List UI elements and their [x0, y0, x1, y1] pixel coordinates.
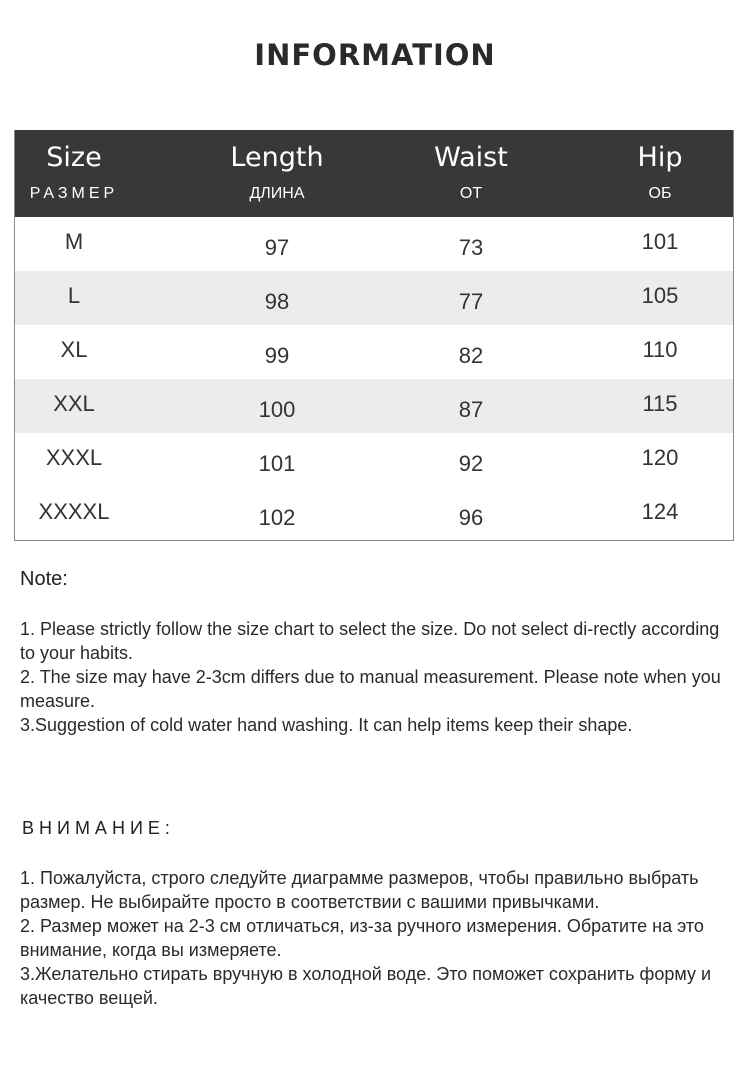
header-length [195, 130, 359, 217]
cell-length: 100 [258, 397, 296, 422]
cell-waist: 87 [458, 397, 484, 422]
cell-hip: 110 [642, 337, 678, 362]
header-size-en: Size [46, 142, 102, 173]
cell-size: L [67, 283, 81, 308]
cell-hip: 120 [641, 445, 679, 470]
header-hip-ru: ОБ [648, 185, 672, 202]
cell-waist: 73 [458, 235, 484, 260]
note-list [20, 617, 732, 737]
note-item: 1. Please strictly follow the size chart to select the size. Do not select di-rectly according to your habits. [20, 619, 720, 663]
note-ru-heading: ВНИМАНИЕ: [22, 818, 175, 838]
cell-length: 99 [264, 343, 290, 368]
note-ru-item: 2. Размер может на 2-3 см отличаться, из-за ручного измерения. Обратите на это внимание, когда вы измеряете. [20, 916, 704, 960]
cell-size: M [64, 229, 84, 254]
cell-hip: 101 [641, 229, 679, 254]
cell-hip: 115 [642, 391, 678, 416]
page-title: INFORMATION [254, 38, 496, 72]
note-heading: Note: [20, 568, 68, 590]
table-row [15, 433, 733, 487]
header-hip-en: Hip [637, 142, 683, 173]
header-waist [389, 130, 553, 217]
cell-hip: 105 [641, 283, 679, 308]
cell-length: 97 [264, 235, 290, 260]
cell-size: XXL [53, 391, 95, 416]
note-item: 2. The size may have 2-3cm differs due to manual measurement. Please note when you measure. [20, 667, 721, 711]
table-row [15, 217, 733, 271]
header-hip [578, 130, 742, 217]
cell-waist: 82 [458, 343, 484, 368]
size-chart-table [14, 130, 734, 541]
table-row [15, 325, 733, 379]
cell-length: 101 [258, 451, 296, 476]
cell-waist: 92 [458, 451, 484, 476]
table-row [15, 487, 733, 541]
cell-size: XXXXL [38, 499, 110, 524]
cell-waist: 77 [458, 289, 484, 314]
header-length-en: Length [230, 142, 324, 173]
table-row [15, 379, 733, 433]
header-length-ru: ДЛИНА [249, 185, 305, 202]
header-size [15, 130, 133, 217]
header-size-ru: РАЗМЕР [29, 185, 119, 202]
note-ru-item: 3.Желательно стирать вручную в холодной воде. Это поможет сохранить форму и качество вещей. [20, 964, 712, 1008]
table-row [15, 271, 733, 325]
cell-length: 98 [264, 289, 290, 314]
cell-hip: 124 [641, 499, 679, 524]
header-waist-ru: ОТ [459, 185, 483, 202]
note-item: 3.Suggestion of cold water hand washing. It can help items keep their shape. [20, 715, 633, 735]
cell-size: XL [60, 337, 88, 362]
note-ru-item: 1. Пожалуйста, строго следуйте диаграмме размеров, чтобы правильно выбрать размер. Не выбирайте просто в соответствии с вашими привычками. [20, 868, 699, 912]
table-header [15, 130, 733, 217]
cell-size: XXXL [45, 445, 103, 470]
cell-length: 102 [258, 505, 296, 530]
cell-waist: 96 [458, 505, 484, 530]
header-waist-en: Waist [434, 142, 508, 173]
note-ru-list [20, 866, 732, 1010]
